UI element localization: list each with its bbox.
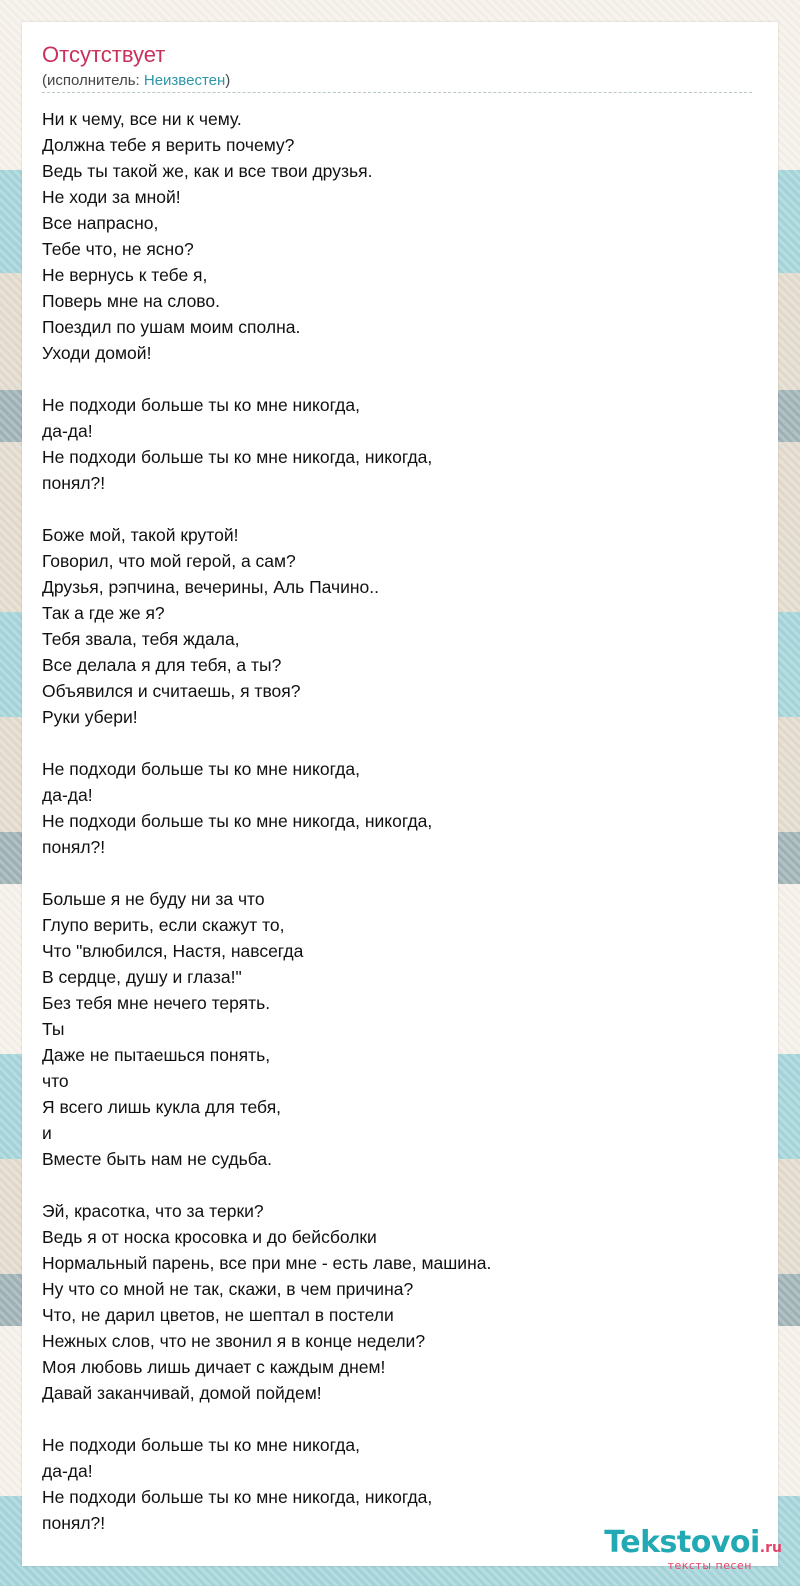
stanza-break [42,860,752,886]
lyric-line: Моя любовь лишь дичает с каждым днем! [42,1357,386,1377]
lyric-line: Говорил, что мой герой, а сам? [42,551,296,571]
lyric-line: Эй, красотка, что за терки? [42,1201,264,1221]
lyric-line: Поездил по ушам моим сполна. [42,317,301,337]
song-title: Отсутствует [42,42,166,67]
lyric-line: да-да! [42,421,93,441]
header-divider [42,92,752,93]
lyric-line: Боже мой, такой крутой! [42,525,239,545]
lyric-line: Что "влюбился, Настя, навсегда [42,941,304,961]
logo-word: Tekstovoi [604,1525,760,1560]
artist-link[interactable]: Неизвестен [143,72,226,89]
lyrics-text [42,106,752,1536]
lyric-line: Не подходи больше ты ко мне никогда, никогда, [42,811,433,831]
lyric-line: Больше я не буду ни за что [42,889,265,909]
artist-line [42,72,230,90]
lyric-line: Ни к чему, все ни к чему. [42,109,242,129]
lyric-line: Давай заканчивай, домой пойдем! [42,1383,322,1403]
lyric-line: Ну что со мной не так, скажи, в чем причина? [42,1279,414,1299]
lyric-line: Нормальный парень, все при мне - есть лаве, машина. [42,1253,492,1273]
stanza-break [42,1172,752,1198]
lyrics-card [22,22,778,1566]
stanza-break [42,1406,752,1432]
lyric-line: Вместе быть нам не судьба. [42,1149,273,1169]
lyric-line: Не ходи за мной! [42,187,181,207]
stanza-break [42,496,752,522]
lyric-line: Не подходи больше ты ко мне никогда, никогда, [42,1487,433,1507]
lyric-line: что [42,1071,69,1091]
lyric-line: Что, не дарил цветов, не шептал в постели [42,1305,394,1325]
lyric-line: Объявился и считаешь, я твоя? [42,681,301,701]
lyric-line: Поверь мне на слово. [42,291,220,311]
site-logo[interactable] [604,1526,782,1572]
lyric-line: понял?! [42,473,106,493]
lyric-line: Ты [42,1019,65,1039]
artist-suffix: ) [225,72,231,89]
lyric-line: Тебе что, не ясно? [42,239,194,259]
lyric-line: Все делала я для тебя, а ты? [42,655,282,675]
logo-subtitle: тексты песен [667,1559,752,1572]
lyric-line: Без тебя мне нечего терять. [42,993,271,1013]
lyric-line: В сердце, душу и глаза!" [42,967,242,987]
artist-prefix: (исполнитель: [42,72,144,89]
lyric-line: Не подходи больше ты ко мне никогда, [42,759,360,779]
lyric-line: понял?! [42,1513,106,1533]
stanza-break [42,366,752,392]
lyric-line: Должна тебе я верить почему? [42,135,295,155]
lyric-line: Руки убери! [42,707,138,727]
stanza-break [42,730,752,756]
lyric-line: Так а где же я? [42,603,165,623]
lyric-line: да-да! [42,785,93,805]
lyric-line: Нежных слов, что не звонил я в конце недели? [42,1331,426,1351]
lyric-line: Не подходи больше ты ко мне никогда, [42,1435,360,1455]
lyric-line: Не подходи больше ты ко мне никогда, никогда, [42,447,433,467]
lyric-line: Друзья, рэпчина, вечерины, Аль Пачино.. [42,577,380,597]
lyric-line: Не вернусь к тебе я, [42,265,208,285]
lyric-line: да-да! [42,1461,93,1481]
lyric-line: Все напрасно, [42,213,159,233]
lyric-line: Уходи домой! [42,343,152,363]
lyric-line: Ведь ты такой же, как и все твои друзья. [42,161,373,181]
lyric-line: и [42,1123,52,1143]
lyric-line: понял?! [42,837,106,857]
logo-tld: .ru [759,1540,782,1556]
lyric-line: Тебя звала, тебя ждала, [42,629,240,649]
lyric-line: Я всего лишь кукла для тебя, [42,1097,282,1117]
lyric-line: Глупо верить, если скажут то, [42,915,285,935]
lyric-line: Ведь я от носка кросовка и до бейсболки [42,1227,377,1247]
lyric-line: Не подходи больше ты ко мне никогда, [42,395,360,415]
lyric-line: Даже не пытаешься понять, [42,1045,271,1065]
